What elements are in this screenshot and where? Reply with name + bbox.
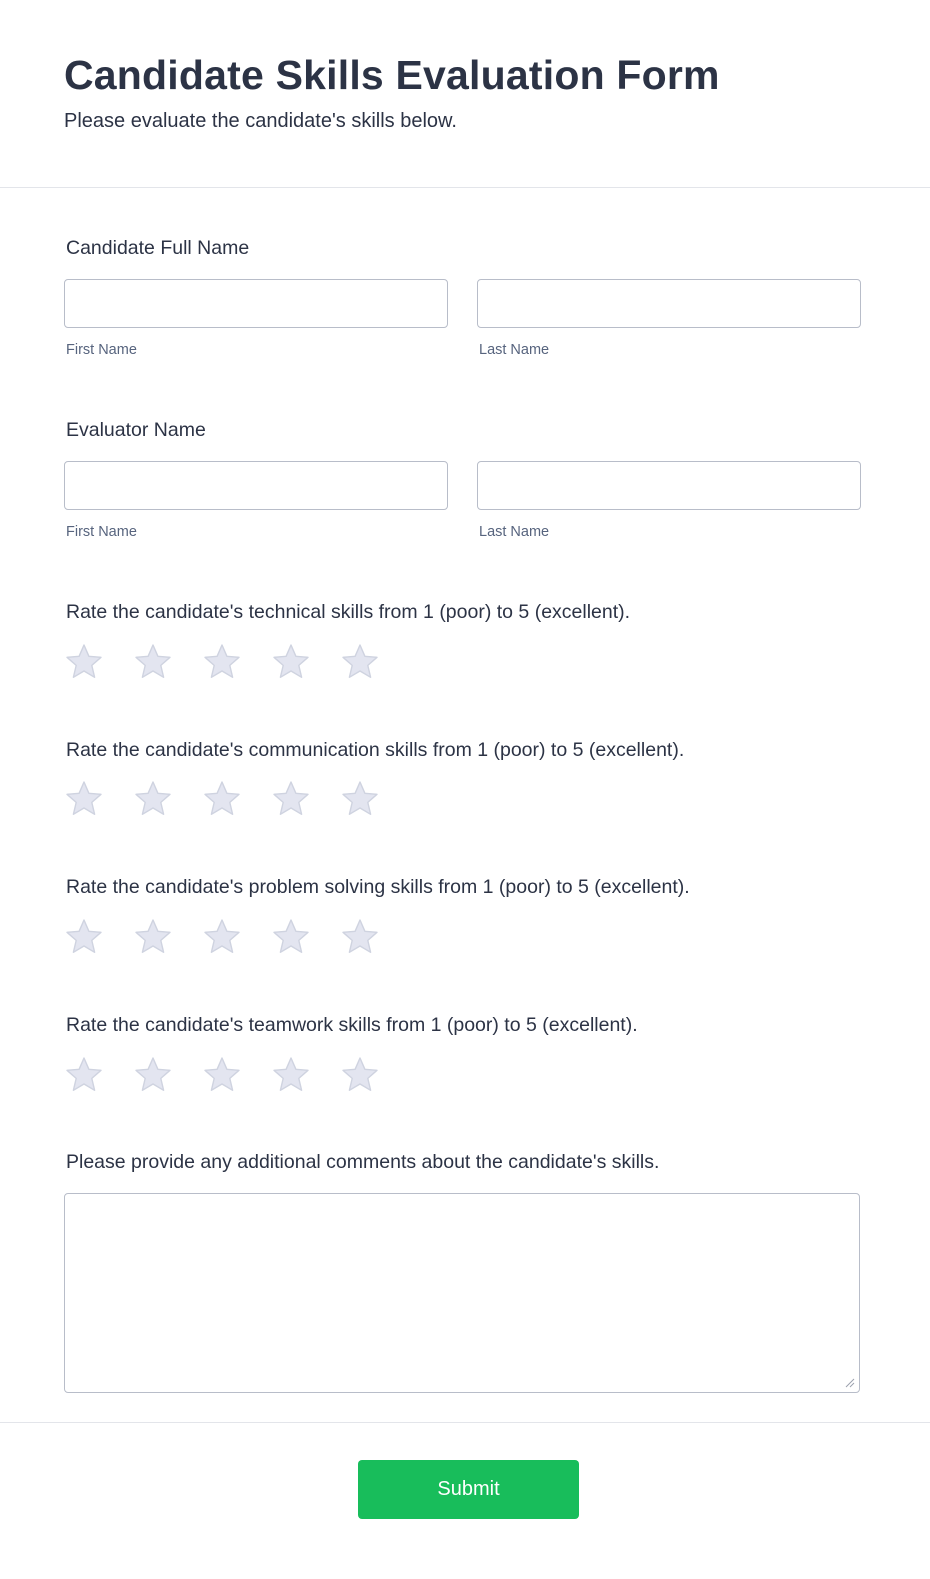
star-icon[interactable] — [271, 917, 311, 957]
star-icon[interactable] — [133, 642, 173, 682]
candidate-last-name-input[interactable] — [477, 279, 861, 328]
star-icon[interactable] — [340, 779, 380, 819]
rating-teamwork-question: Rate the candidate's teamwork skills from 1 (poor) to 5 (excellent). — [66, 1014, 638, 1036]
star-icon[interactable] — [202, 779, 242, 819]
star-icon[interactable] — [64, 917, 104, 957]
evaluator-first-name-sublabel: First Name — [66, 524, 137, 540]
star-icon[interactable] — [340, 642, 380, 682]
rating-technical-question: Rate the candidate's technical skills from 1 (poor) to 5 (excellent). — [66, 601, 631, 623]
candidate-first-name-input[interactable] — [64, 279, 448, 328]
star-icon[interactable] — [202, 642, 242, 682]
star-icon[interactable] — [64, 642, 104, 682]
candidate-first-name-sublabel: First Name — [66, 342, 137, 358]
candidate-name-label: Candidate Full Name — [66, 237, 250, 259]
star-icon[interactable] — [133, 779, 173, 819]
rating-communication-question: Rate the candidate's communication skills from 1 (poor) to 5 (excellent). — [66, 739, 685, 761]
footer-divider — [0, 1422, 930, 1423]
rating-problem-solving-stars — [64, 917, 394, 957]
evaluator-last-name-sublabel: Last Name — [479, 524, 550, 540]
star-icon[interactable] — [271, 779, 311, 819]
star-icon[interactable] — [340, 1055, 380, 1095]
rating-technical-stars — [64, 642, 394, 682]
rating-teamwork-stars — [64, 1055, 394, 1095]
star-icon[interactable] — [271, 642, 311, 682]
rating-communication-stars — [64, 779, 394, 819]
rating-problem-solving-question: Rate the candidate's problem solving skills from 1 (poor) to 5 (excellent). — [66, 876, 690, 898]
star-icon[interactable] — [271, 1055, 311, 1095]
evaluator-name-label: Evaluator Name — [66, 419, 206, 441]
comments-textarea[interactable] — [64, 1193, 860, 1393]
star-icon[interactable] — [64, 1055, 104, 1095]
star-icon[interactable] — [202, 917, 242, 957]
star-icon[interactable] — [64, 779, 104, 819]
star-icon[interactable] — [202, 1055, 242, 1095]
form-title: Candidate Skills Evaluation Form — [64, 52, 720, 98]
resize-grip-icon[interactable] — [843, 1376, 855, 1388]
evaluator-first-name-input[interactable] — [64, 461, 448, 510]
star-icon[interactable] — [340, 917, 380, 957]
submit-button[interactable]: Submit — [358, 1460, 579, 1519]
comments-label: Please provide any additional comments about the candidate's skills. — [66, 1151, 660, 1173]
candidate-last-name-sublabel: Last Name — [479, 342, 550, 358]
form-header — [0, 0, 930, 188]
evaluator-last-name-input[interactable] — [477, 461, 861, 510]
star-icon[interactable] — [133, 917, 173, 957]
star-icon[interactable] — [133, 1055, 173, 1095]
form-subtitle: Please evaluate the candidate's skills below. — [64, 110, 457, 132]
